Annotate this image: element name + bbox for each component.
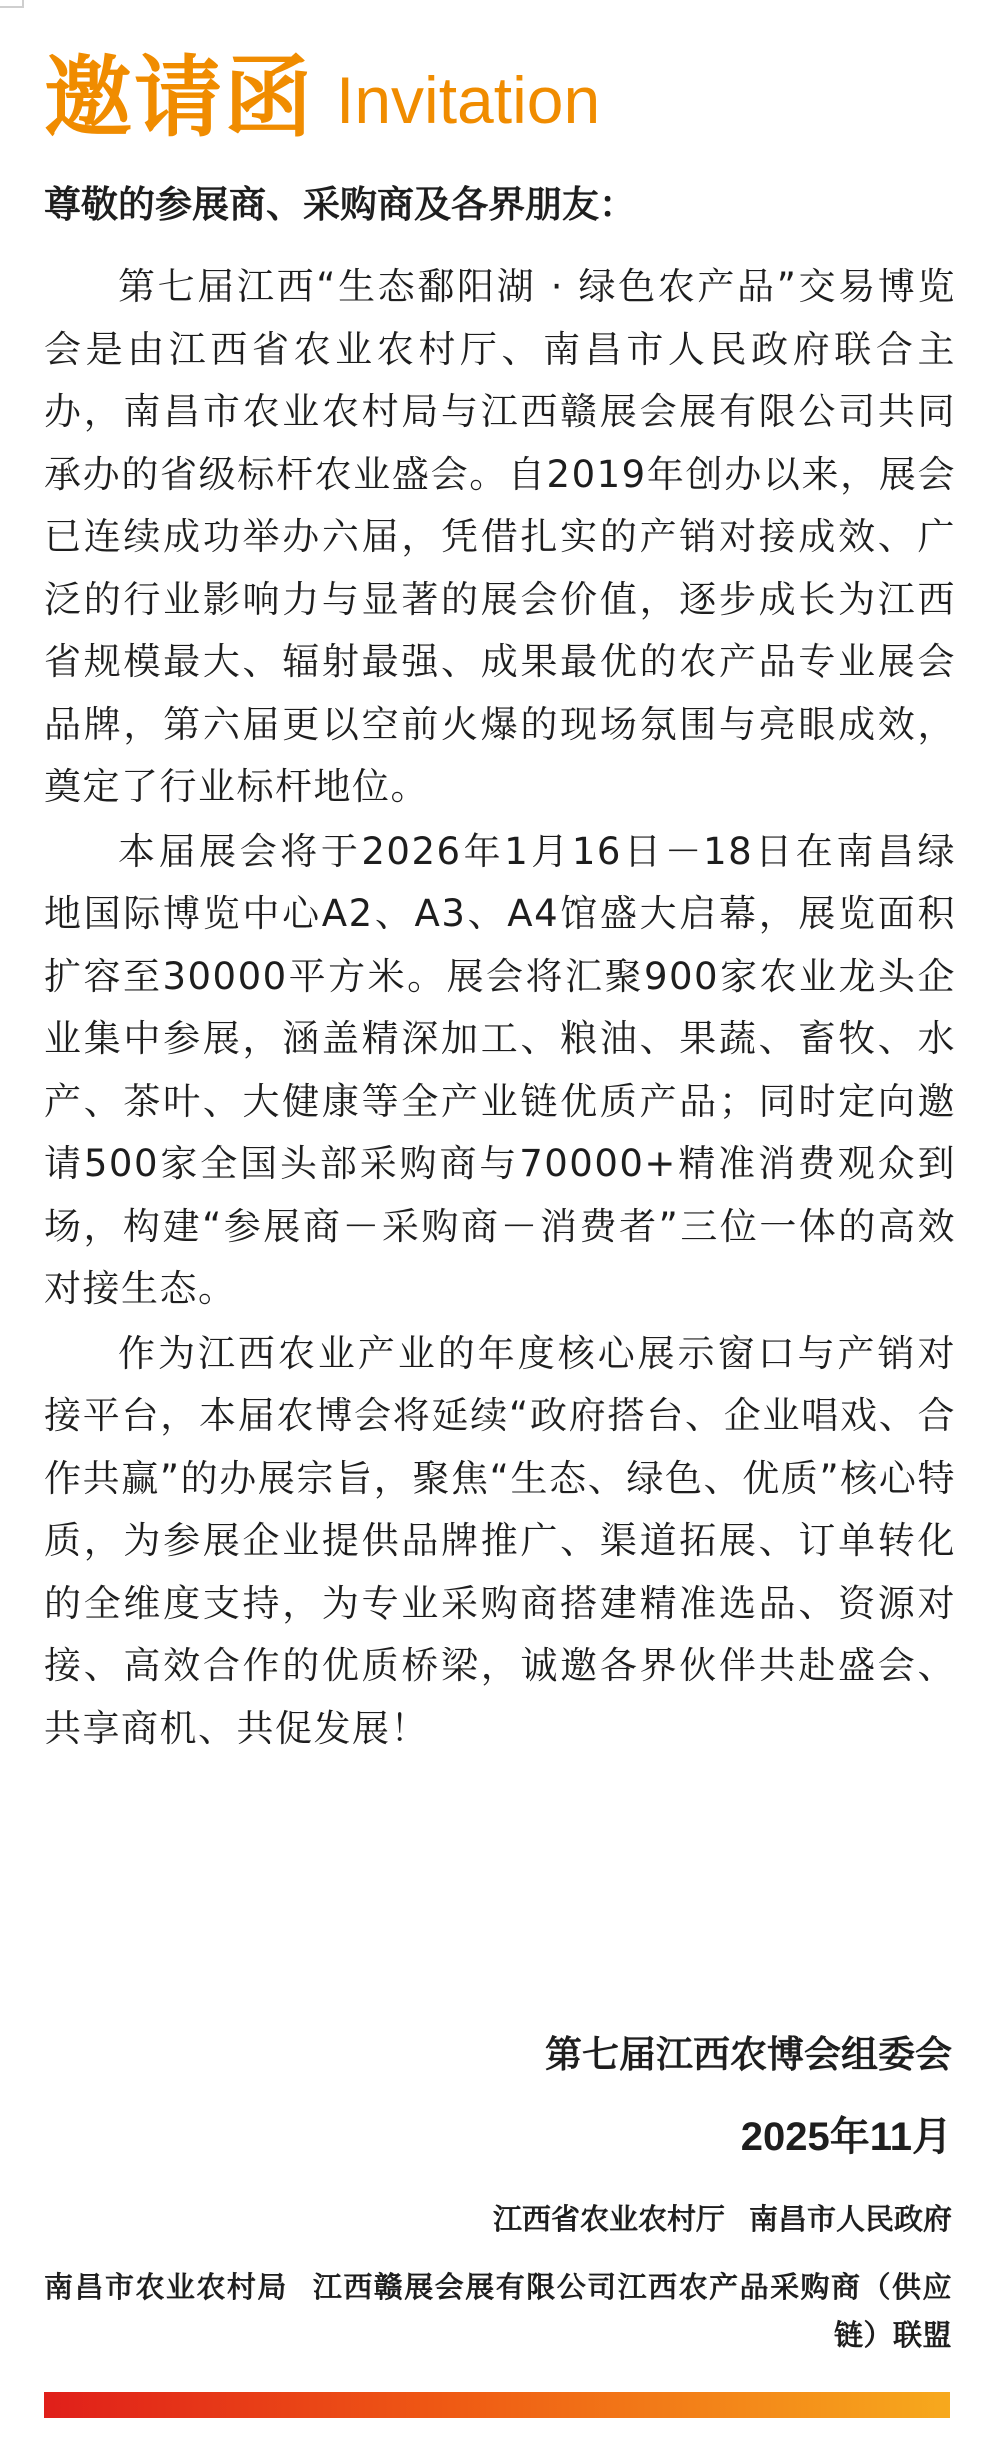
signature-date: 2025年11月 xyxy=(740,2115,952,2159)
host-organizers xyxy=(44,2195,952,2243)
paragraph-invitation: 作为江西农业产业的年度核心展示窗口与产销对接平台，本届农博会将延续“政府搭台、企业唱戏、合作共赢”的办展宗旨，聚焦“生态、绿色、优质”核心特质，为参展企业提供品牌推广、渠道拓展、订单转化的全维度支持，为专业采购商搭建精准选品、资源对接、高效合作的优质桥梁，诚邀各界伙伴共赴盛会、共享商机、共促发展！ xyxy=(44,1331,956,1750)
title-chinese: 邀请函 xyxy=(44,46,315,149)
invitation-body xyxy=(44,256,956,1762)
paragraph-exhibition-details: 本届展会将于2026年1月16日－18日在南昌绿地国际博览中心A2、A3、A4馆盛大启幕，展览面积扩容至30000平方米。展会将汇聚900家农业龙头企业集中参展，涵盖精深加工、粮油、果蔬、畜牧、水产、茶叶、大健康等全产业链优质产品；同时定向邀请500家全国头部采购商与70000+精准消费观众到场，构建“参展商－采购商－消费者”三位一体的高效对接生态。 xyxy=(44,829,956,1310)
signature-organizer: 第七届江西农博会组委会 xyxy=(545,2033,952,2076)
invitation-header xyxy=(44,48,600,148)
co-organizers xyxy=(44,2263,952,2359)
title-english: Invitation xyxy=(336,63,601,137)
corner-crop-mark xyxy=(0,0,24,8)
paragraph-intro: 第七届江西“生态鄱阳湖 · 绿色农产品”交易博览会是由江西省农业农村厅、南昌市人民政府联合主办，南昌市农业农村局与江西赣展会展有限公司共同承办的省级标杆农业盛会。自2019年创办以来，展会已连续成功举办六届，凭借扎实的产销对接成效、广泛的行业影响力与显著的展会价值，逐步成长为江西省规模最大、辐射最强、成果最优的农产品专业展会品牌，第六届更以空前火爆的现场氛围与亮眼成效，奠定了行业标杆地位。 xyxy=(44,265,956,808)
co-organizer: 南昌市农业农村局 xyxy=(44,2270,288,2304)
organizer-list xyxy=(44,2195,952,2359)
host-organizer: 江西省农业农村厅 xyxy=(492,2202,725,2236)
greeting-line: 尊敬的参展商、采购商及各界朋友： xyxy=(44,183,636,226)
co-organizer: 江西赣展会展有限公司江西农产品采购商（供应链）联盟 xyxy=(311,2270,952,2352)
host-organizer: 南昌市人民政府 xyxy=(748,2202,952,2236)
gradient-footer-bar xyxy=(44,2392,950,2418)
